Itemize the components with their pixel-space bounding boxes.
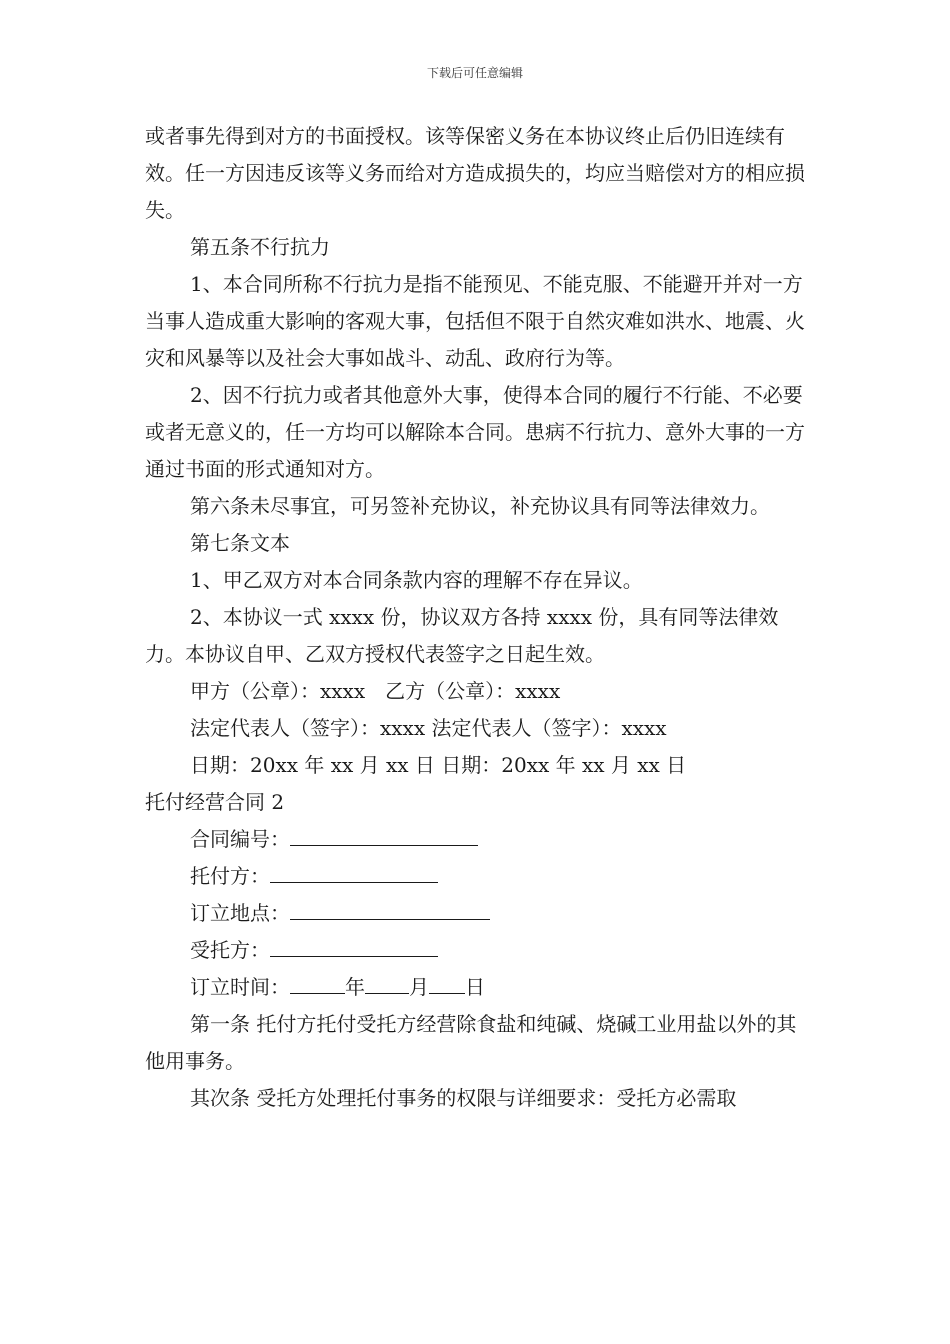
contract-number-label: 合同编号： — [190, 827, 290, 851]
paragraph-confidentiality: 或者事先得到对方的书面授权。该等保密义务在本协议终止后仍旧连续有效。任一方因违反该等义务而给对方造成损失的，均应当赔偿对方的相应损失。 — [145, 124, 805, 222]
trustee-line — [145, 932, 810, 969]
article-5-clause-1: 1、本合同所称不行抗力是指不能预见、不能克服、不能避开并对一方当事人造成重大影响的客观大事，包括但不限于自然灾难如洪水、地震、火灾和风暴等以及社会大事如战斗、动乱、政府行为等。 — [145, 272, 805, 370]
trustee-label: 受托方： — [190, 938, 270, 962]
year-blank — [290, 969, 345, 994]
article-5-title: 第五条不行抗力 — [190, 235, 330, 259]
trustee-blank — [270, 932, 438, 957]
sign-time-line — [145, 969, 810, 1006]
contract-number-line — [145, 821, 810, 858]
page-header: 下载后可任意编辑 — [426, 66, 523, 80]
contract-2-title: 托付经营合同 2 — [145, 790, 285, 814]
month-blank — [365, 969, 409, 994]
client-line — [145, 858, 810, 895]
client-label: 托付方： — [190, 864, 270, 888]
signature-dates: 日期：20xx 年 xx 月 xx 日 日期：20xx 年 xx 月 xx 日 — [190, 753, 687, 777]
signature-parties: 甲方（公章）：xxxx 乙方（公章）：xxxx — [190, 679, 561, 703]
article-first: 第一条 托付方托付受托方经营除食盐和纯碱、烧碱工业用盐以外的其他用事务。 — [145, 1012, 797, 1073]
article-second: 其次条 受托方处理托付事务的权限与详细要求：受托方必需取 — [190, 1086, 737, 1110]
day-label: 日 — [465, 975, 485, 999]
client-blank — [270, 858, 438, 883]
article-7-clause-2: 2、本协议一式 xxxx 份，协议双方各持 xxxx 份，具有同等法律效力。本协议自甲、乙双方授权代表签字之日起生效。 — [145, 605, 779, 666]
month-label: 月 — [409, 975, 429, 999]
sign-time-label: 订立时间： — [190, 975, 290, 999]
place-label: 订立地点： — [190, 901, 290, 925]
place-blank — [290, 895, 490, 920]
year-label: 年 — [345, 975, 365, 999]
article-7-title: 第七条文本 — [190, 531, 290, 555]
day-blank — [429, 969, 465, 994]
document-body — [145, 118, 810, 1117]
article-5-clause-2: 2、因不行抗力或者其他意外大事，使得本合同的履行不行能、不必要或者无意义的，任一方均可以解除本合同。患病不行抗力、意外大事的一方通过书面的形式通知对方。 — [145, 383, 805, 481]
article-6: 第六条未尽事宜，可另签补充协议，补充协议具有同等法律效力。 — [190, 494, 770, 518]
contract-number-blank — [290, 821, 478, 846]
signature-representatives: 法定代表人（签字）：xxxx 法定代表人（签字）：xxxx — [190, 716, 667, 740]
place-line — [145, 895, 810, 932]
article-7-clause-1: 1、甲乙双方对本合同条款内容的理解不存在异议。 — [190, 568, 643, 592]
